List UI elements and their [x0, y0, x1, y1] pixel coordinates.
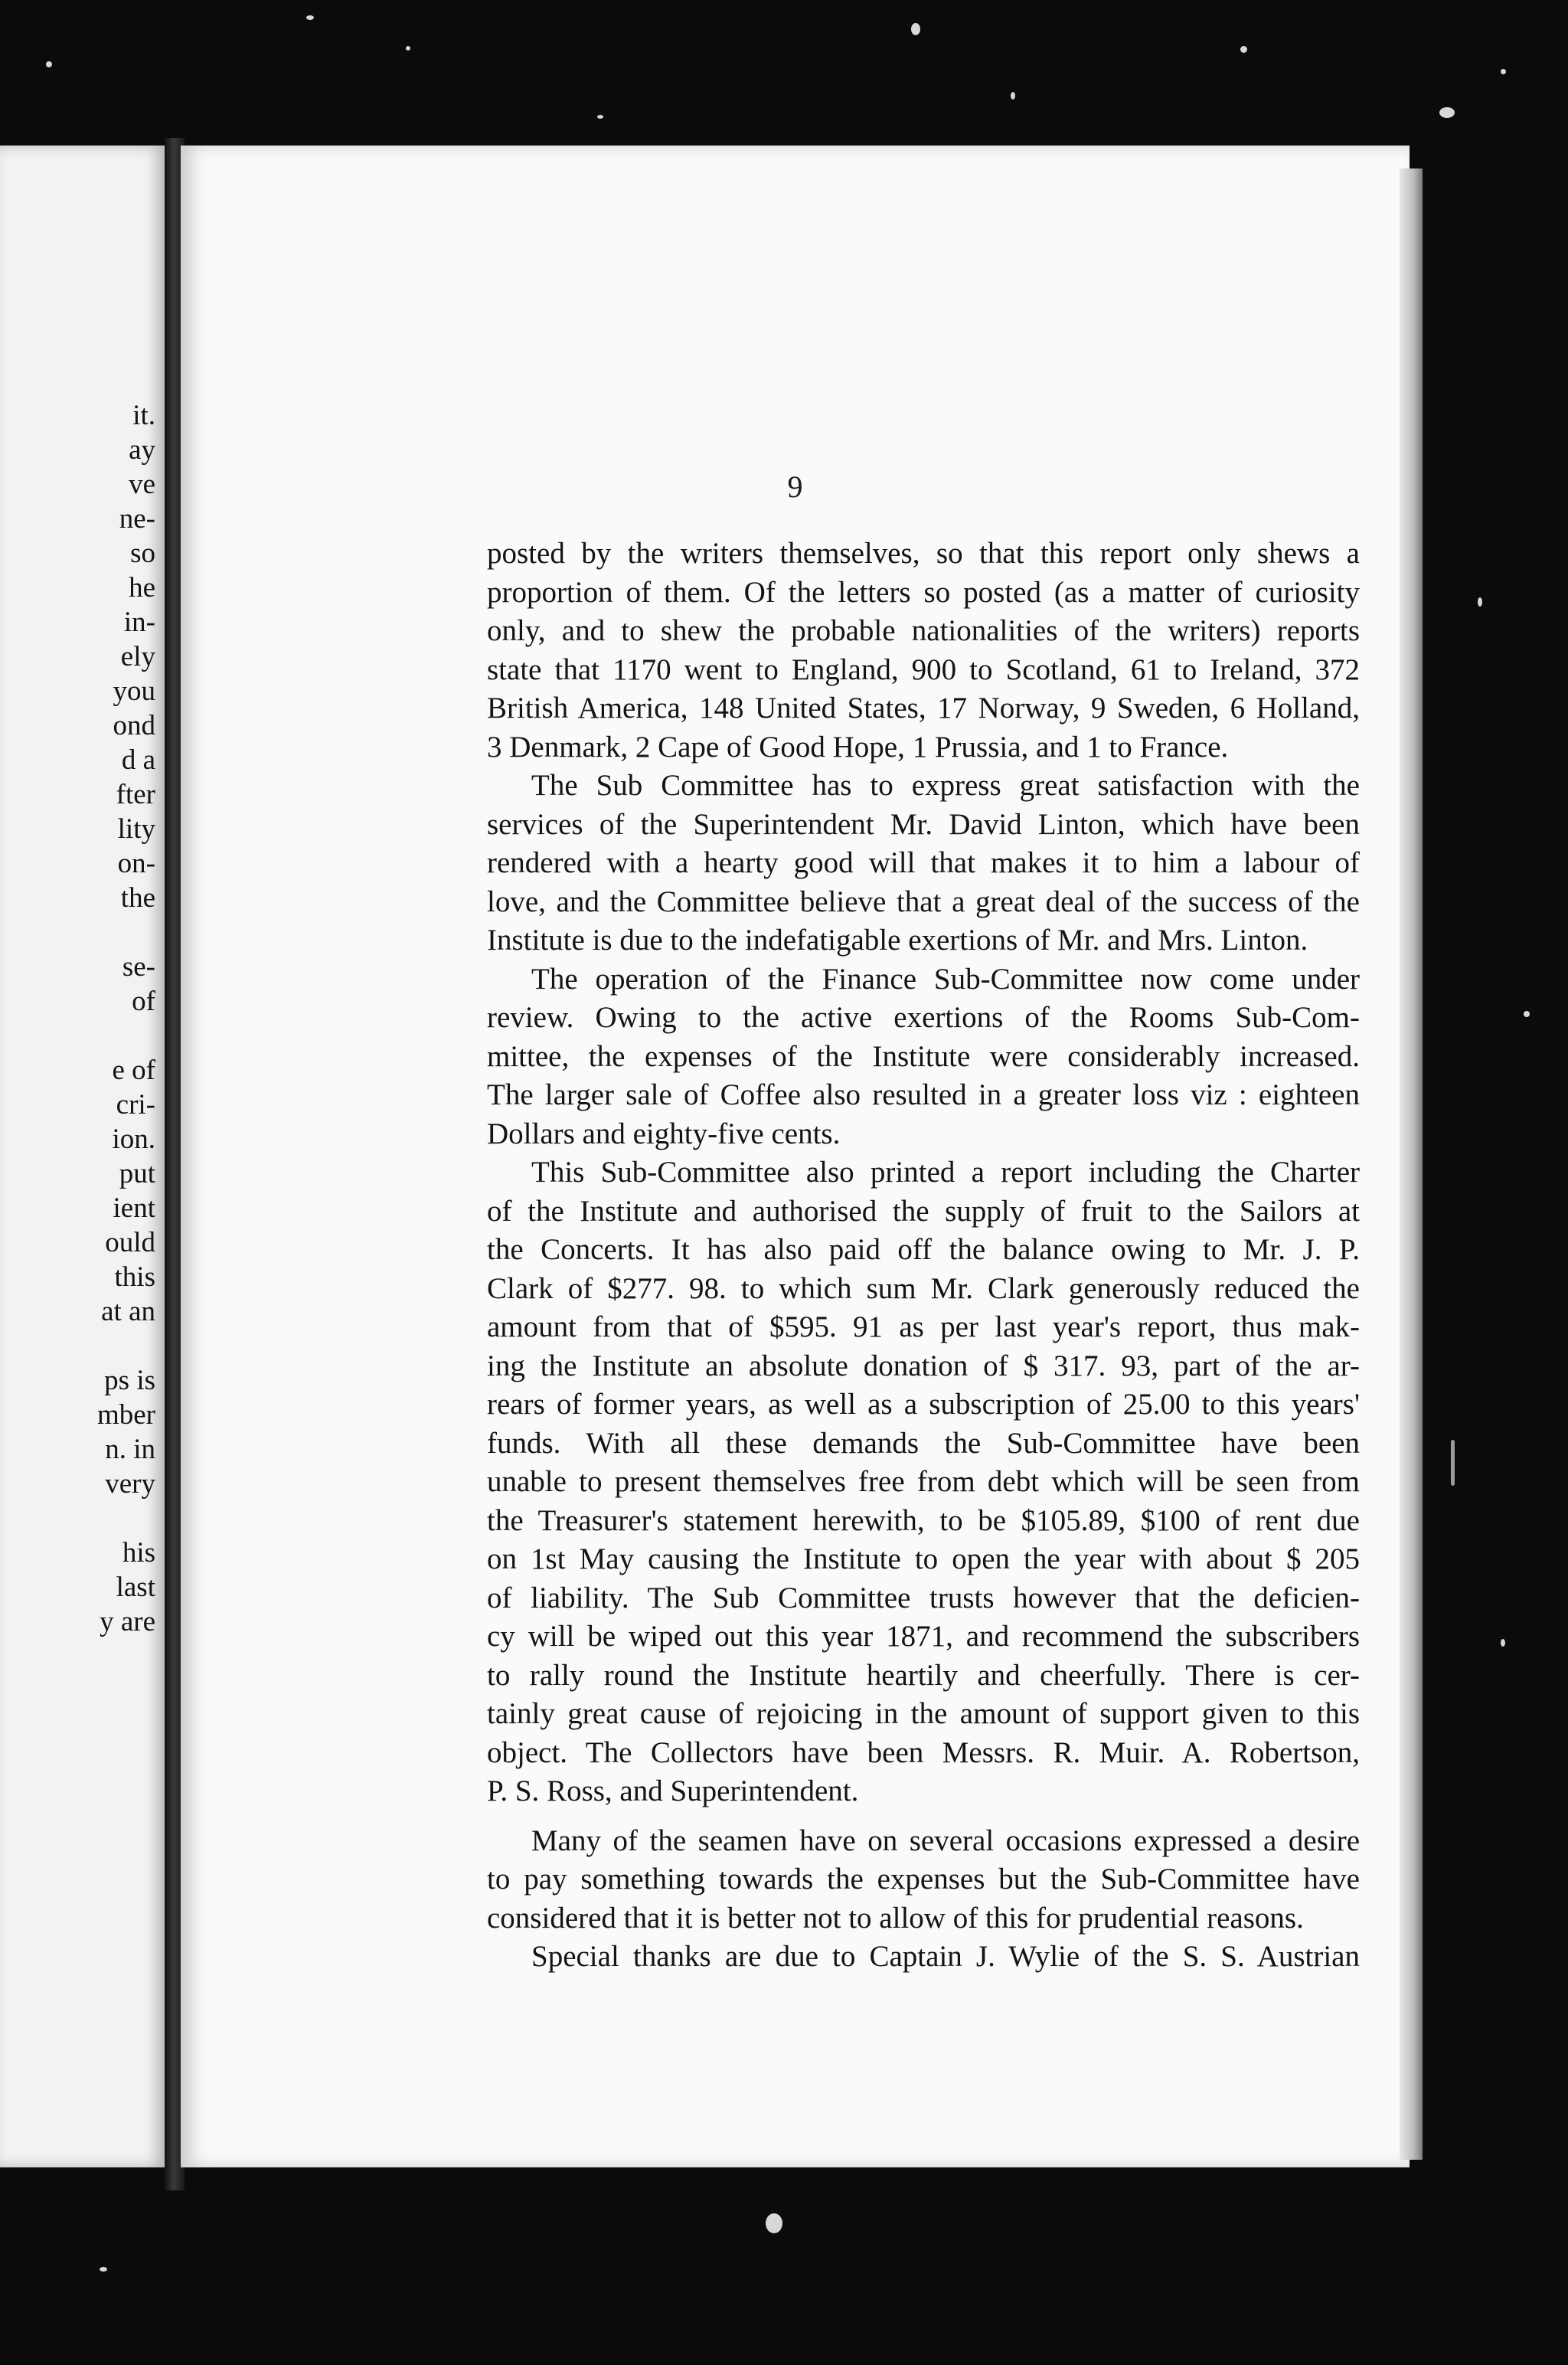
dust-speck — [1478, 597, 1482, 607]
text-line: services of the Superintendent Mr. David Linton, which have been — [487, 807, 1360, 841]
text-line: considered that it is better not to allow of this for prudential reasons. — [487, 1901, 1304, 1935]
previous-page-fragment: ely — [120, 641, 155, 672]
previous-page-fragment: this — [114, 1261, 155, 1293]
text-line: rears of former years, as well as a subscription of 25.00 to this years' — [487, 1388, 1360, 1421]
text-line: on 1st May causing the Institute to open the year with about $ 205 — [487, 1542, 1360, 1575]
previous-page-fragment: ould — [105, 1227, 155, 1258]
previous-page-edge — [0, 146, 165, 2167]
dust-speck — [1439, 107, 1455, 118]
previous-page-fragment: ne- — [119, 503, 155, 535]
previous-page-fragment: n. in — [105, 1434, 155, 1465]
previous-page-fragment — [2, 1019, 155, 1053]
text-line: The Sub Committee has to express great satisfaction with the — [531, 769, 1360, 802]
text-line: cy will be wiped out this year 1871, and recommend the subscribers — [487, 1620, 1360, 1653]
paragraph — [487, 1822, 1360, 1938]
previous-page-fragment: ay — [129, 434, 155, 466]
previous-page-fragment: in- — [123, 607, 155, 638]
previous-page-fragment: y are — [100, 1606, 155, 1637]
text-line: This Sub-Committee also printed a report including the Charter — [531, 1156, 1360, 1189]
text-line: funds. With all these demands the Sub-Committee have been — [487, 1426, 1360, 1460]
text-line: review. Owing to the active exertions of the Rooms Sub-Com- — [487, 1001, 1360, 1034]
dust-speck — [1501, 69, 1506, 74]
text-line: love, and the Committee believe that a great deal of the success of the — [487, 885, 1360, 918]
text-line: ing the Institute an absolute donation of $ 317. 93, part of the ar- — [487, 1349, 1360, 1382]
text-line: Institute is due to the indefatigable exertions of Mr. and Mrs. Linton. — [487, 924, 1308, 957]
previous-page-fragment: mber — [96, 1399, 155, 1431]
text-line: of liability. The Sub Committee trusts however that the deficien- — [487, 1581, 1360, 1614]
previous-page-fragment: ond — [113, 710, 155, 741]
previous-page-fragment: his — [122, 1537, 155, 1568]
previous-page-fragment — [2, 1501, 155, 1536]
dust-speck — [1240, 46, 1247, 53]
dust-speck — [1451, 1440, 1455, 1486]
text-line: only, and to shew the probable nationalities of the writers) reports — [487, 614, 1360, 647]
text-line: Dollars and eighty-five cents. — [487, 1117, 841, 1150]
dust-speck — [406, 46, 410, 51]
previous-page-fragment: cri- — [116, 1089, 155, 1120]
previous-page-fragment: so — [130, 538, 155, 569]
text-line: unable to present themselves free from debt which will be seen from — [487, 1465, 1360, 1498]
page-body-text — [487, 535, 1360, 1977]
paragraph — [487, 960, 1360, 1154]
dust-speck — [597, 115, 603, 119]
previous-page-fragment: ion. — [112, 1124, 155, 1155]
text-line: of the Institute and authorised the supply of fruit to the Sailors at — [487, 1194, 1360, 1228]
text-line: to rally round the Institute heartily and cheerfully. There is cer- — [487, 1658, 1360, 1692]
text-line: P. S. Ross, and Superintendent. — [487, 1775, 859, 1807]
text-line: mittee, the expenses of the Institute were considerably increased. — [487, 1039, 1360, 1073]
text-line: The operation of the Finance Sub-Committee now come under — [531, 962, 1360, 996]
dust-speck — [100, 2267, 107, 2272]
text-line: proportion of them. Of the letters so posted (as a matter of curiosity — [487, 575, 1360, 609]
text-line: amount from that of $595. 91 as per last year's report, thus mak- — [487, 1310, 1360, 1343]
previous-page-fragment: he — [129, 572, 155, 604]
text-line: the Concerts. It has also paid off the balance owing to Mr. J. P. — [487, 1233, 1360, 1266]
previous-page-fragment — [2, 915, 155, 950]
previous-page-fragment: ps is — [104, 1365, 155, 1396]
previous-page-fragment: it. — [132, 400, 155, 431]
previous-page-fragment: put — [119, 1158, 155, 1189]
dust-speck — [1501, 1639, 1505, 1647]
previous-page-fragment: d a — [121, 744, 155, 776]
text-line: Special thanks are due to Captain J. Wylie of the S. S. Austrian — [531, 1940, 1360, 1973]
paragraph — [487, 1153, 1360, 1811]
previous-page-fragment: very — [105, 1468, 155, 1500]
paragraph-gap — [487, 1811, 1360, 1822]
paragraph — [487, 535, 1360, 767]
previous-page-fragment: ve — [129, 469, 155, 500]
dust-speck — [1524, 1011, 1530, 1017]
previous-page-fragment: of — [132, 986, 155, 1017]
text-line: 3 Denmark, 2 Cape of Good Hope, 1 Prussia, and 1 to France. — [487, 730, 1229, 764]
dust-speck — [911, 23, 920, 35]
text-line: The larger sale of Coffee also resulted in a greater loss viz : eighteen — [487, 1078, 1360, 1111]
previous-page-fragment: on- — [117, 848, 155, 879]
page-stack-edge — [1400, 168, 1423, 2160]
previous-page-fragment: se- — [122, 951, 155, 983]
text-line: posted by the writers themselves, so that this report only shews a — [487, 537, 1360, 570]
text-line: Many of the seamen have on several occasions expressed a desire — [531, 1824, 1360, 1857]
previous-page-fragment: e of — [112, 1055, 155, 1086]
previous-page-fragment: you — [113, 675, 155, 707]
dust-speck — [46, 61, 52, 67]
text-line: British America, 148 United States, 17 Norway, 9 Sweden, 6 Holland, — [487, 692, 1360, 725]
page-number: 9 — [787, 469, 803, 504]
book-page — [181, 146, 1410, 2167]
previous-page-fragment: the — [120, 882, 155, 914]
text-line: Clark of $277. 98. to which sum Mr. Clark generously reduced the — [487, 1271, 1360, 1305]
previous-page-fragment: at an — [101, 1296, 155, 1327]
text-line: object. The Collectors have been Messrs. R. Muir. A. Robertson, — [487, 1735, 1360, 1769]
text-line: the Treasurer's statement herewith, to be $105.89, $100 of rent due — [487, 1503, 1360, 1537]
previous-page-fragment: last — [116, 1572, 155, 1603]
previous-page-text-fragments — [2, 398, 155, 1639]
text-line: tainly great cause of rejoicing in the amount of support given to this — [487, 1697, 1360, 1730]
text-line: rendered with a hearty good will that makes it to him a labour of — [487, 846, 1360, 879]
previous-page-fragment: lity — [117, 813, 155, 845]
paragraph — [487, 767, 1360, 960]
text-line: to pay something towards the expenses but the Sub-Committee have — [487, 1863, 1360, 1896]
dust-speck — [1011, 92, 1015, 100]
previous-page-fragment: ient — [113, 1192, 155, 1224]
dust-speck — [766, 2213, 782, 2233]
text-line: state that 1170 went to England, 900 to Scotland, 61 to Ireland, 372 — [487, 653, 1360, 686]
paragraph — [487, 1938, 1360, 1977]
previous-page-fragment: fter — [116, 779, 155, 810]
previous-page-fragment — [2, 1329, 155, 1363]
dust-speck — [306, 15, 314, 20]
